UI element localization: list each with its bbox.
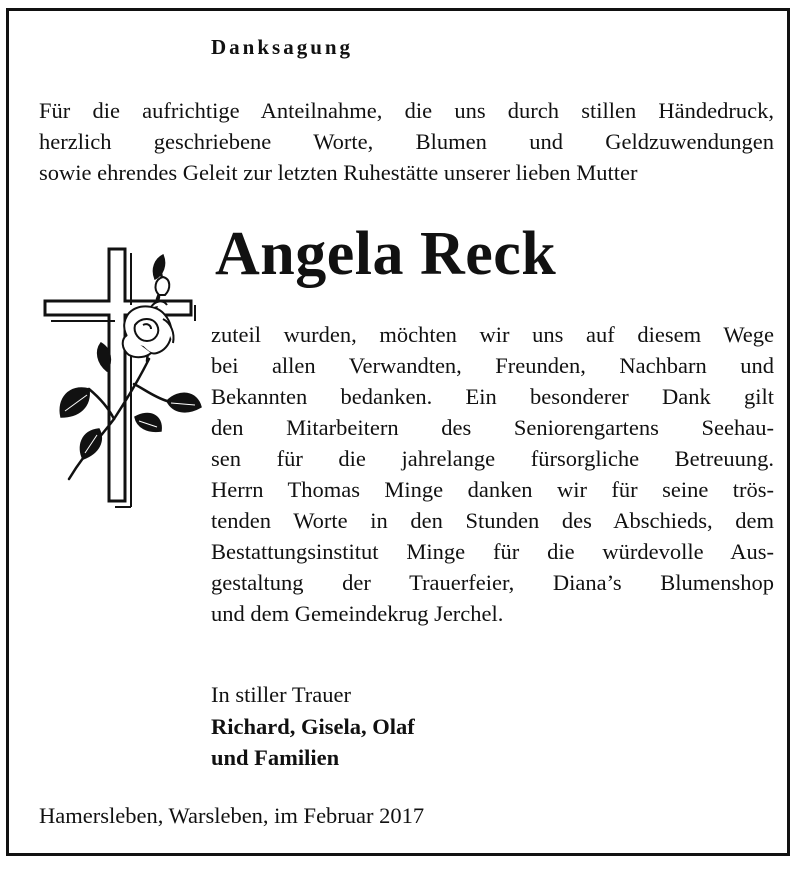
body-line: Herrn Thomas Minge danken wir für seine trös- [211,477,774,502]
body-line: und dem Gemeindekrug Jerchel. [211,601,504,626]
body-line: zuteil wurden, möchten wir uns auf diesem Wege [211,322,774,347]
body-line: den Mitarbeitern des Seniorengartens Seehau- [211,415,774,440]
intro-line: herzlich geschriebene Worte, Blumen und Geldzuwendungen [39,129,774,154]
mourning-line: In stiller Trauer [211,682,351,707]
body-line: tenden Worte in den Stunden des Abschieds, dem [211,508,774,533]
body-line: bei allen Verwandten, Freunden, Nachbarn und [211,353,774,378]
notice-heading: Danksagung [211,35,354,59]
intro-line: sowie ehrendes Geleit zur letzten Ruhestätte unserer lieben Mutter [39,160,638,185]
place-date: Hamersleben, Warsleben, im Februar 2017 [39,803,425,828]
obituary-notice [6,8,790,856]
body-paragraph [211,319,774,629]
intro-line: Für die aufrichtige Anteilnahme, die uns durch stillen Händedruck, [39,98,774,123]
intro-paragraph [39,95,774,188]
body-line: Bestattungsinstitut Minge für die würdevolle Aus- [211,539,774,564]
body-line: sen für die jahrelange fürsorgliche Betreuung. [211,446,774,471]
body-line: gestaltung der Trauerfeier, Diana’s Blumenshop [211,570,774,595]
signer-line: Richard, Gisela, Olaf [211,714,415,739]
body-line: Bekannten bedanken. Ein besonderer Dank gilt [211,384,774,409]
signers [211,711,415,773]
signer-line: und Familien [211,745,340,770]
cross-with-rose-icon [39,239,209,529]
deceased-name: Angela Reck [215,220,557,288]
